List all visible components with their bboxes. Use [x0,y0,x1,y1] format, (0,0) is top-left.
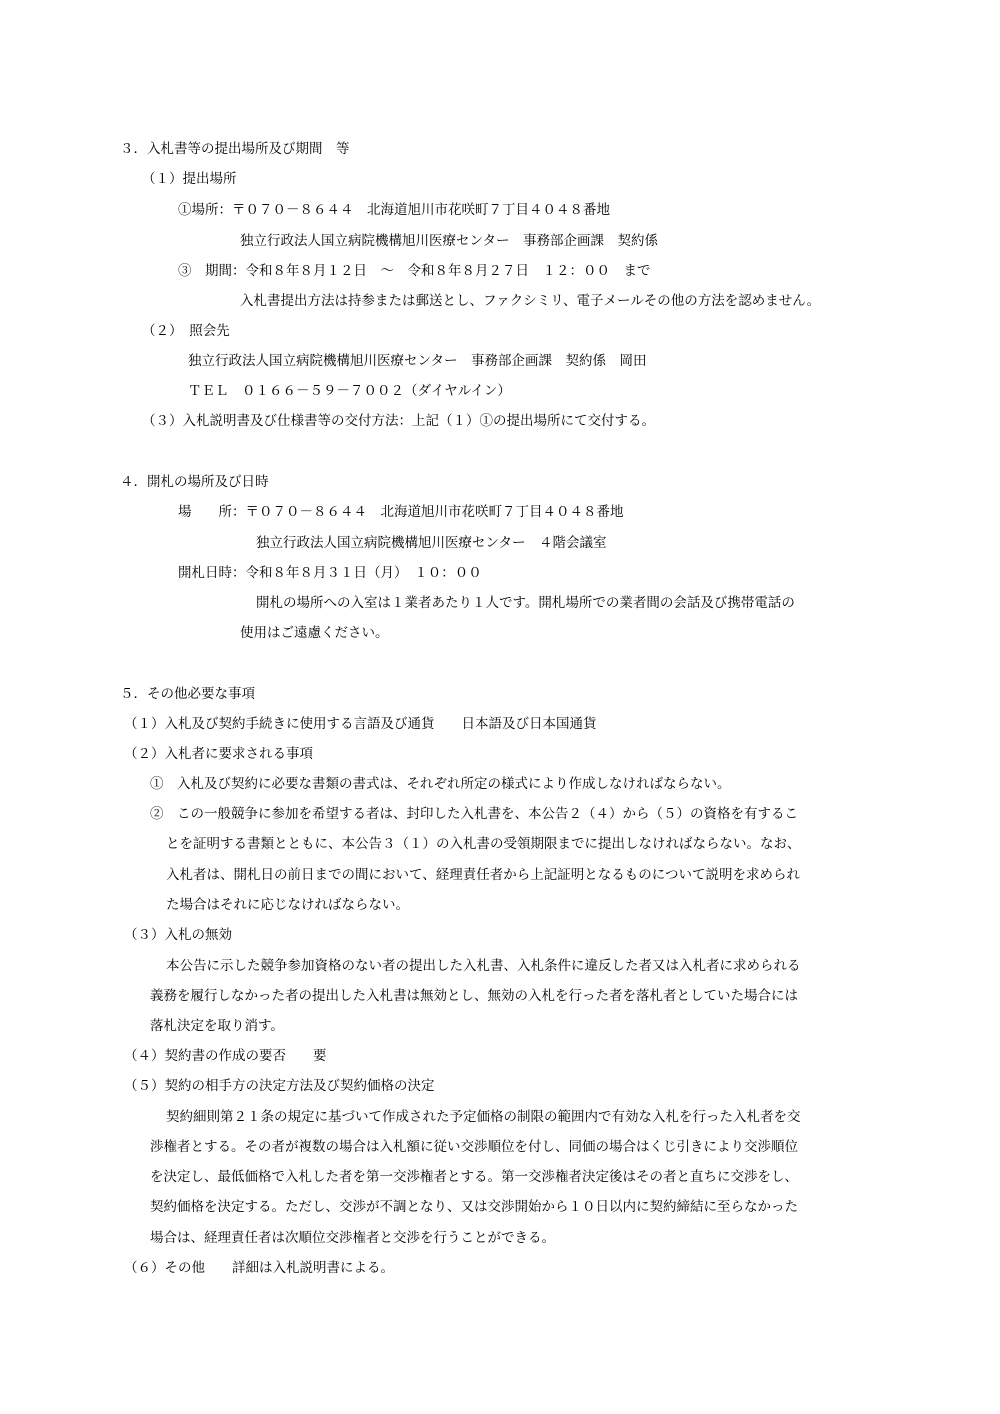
contract-decision-line5: 場合は、経理責任者は次順位交渉権者と交渉を行うことができる。 [150,1230,555,1246]
contract-decision-line4: 契約価格を決定する。ただし、交渉が不調となり、又は交渉開始から１０日以内に契約締結に至らなかった [150,1199,798,1215]
section5-item1: （１）入札及び契約手続きに使用する言語及び通貨 日本語及び日本国通貨 [124,716,597,732]
contact-line1: 独立行政法人国立病院機構旭川医療センター 事務部企画課 契約係 岡田 [188,353,647,369]
section3-heading: ３．入札書等の提出場所及び期間 等 [120,141,350,157]
submission-place-line2: 独立行政法人国立病院機構旭川医療センター 事務部企画課 契約係 [240,233,658,249]
section5-item3-label: （３）入札の無効 [124,927,232,943]
requirement-point1: ① 入札及び契約に必要な書類の書式は、それぞれ所定の様式により作成しなければならない。 [150,776,731,792]
section5-item6: （６）その他 詳細は入札説明書による。 [124,1260,394,1276]
opening-note-line2: 使用はご遠慮ください。 [240,625,389,641]
section5-item5-label: （５）契約の相手方の決定方法及び契約価格の決定 [124,1078,435,1094]
contact-phone-line: ＴＥＬ ０１６６－５９－７００２（ダイヤルイン） [188,383,511,399]
requirement-point2-line2: とを証明する書類とともに、本公告３（１）の入札書の受領期限までに提出しなければならない。なお、 [166,836,801,852]
submission-period-line: ③ 期間：令和８年８月１２日 ～ 令和８年８月２７日 １２：００ まで [178,263,651,279]
section5-item4: （４）契約書の作成の要否 要 [124,1048,327,1064]
invalid-bid-line1: 本公告に示した競争参加資格のない者の提出した入札書、入札条件に違反した者又は入札者に求められる [166,958,801,974]
requirement-point2-line3: 入札者は、開札日の前日までの間において、経理責任者から上記証明となるものについて説明を求められ [166,867,800,883]
opening-note-line1: 開札の場所への入室は１業者あたり１人です。開札場所での業者間の会話及び携帯電話の [256,595,795,611]
submission-method-line: 入札書提出方法は持参または郵送とし、ファクシミリ、電子メールその他の方法を認めません。 [240,293,821,309]
contract-decision-line2: 渉権者とする。その者が複数の場合は入札額に従い交渉順位を付し、同価の場合はくじ引きにより交渉順位 [150,1139,798,1155]
opening-place-line2: 独立行政法人国立病院機構旭川医療センター ４階会議室 [256,535,607,551]
submission-place-line1: ①場所：〒０７０－８６４４ 北海道旭川市花咲町７丁目４０４８番地 [178,202,610,218]
contract-decision-line3: を決定し、最低価格で入札した者を第一交渉権者とする。第一交渉権者決定後はその者と直ちに交渉をし、 [150,1169,798,1185]
section3-sub2-label: （２） 照会先 [142,323,230,339]
section3-sub1-label: （１）提出場所 [142,171,237,187]
invalid-bid-line3: 落札決定を取り消す。 [150,1018,284,1034]
requirement-point2-line4: た場合はそれに応じなければならない。 [166,897,409,913]
opening-place-line1: 場 所：〒０７０－８６４４ 北海道旭川市花咲町７丁目４０４８番地 [178,504,624,520]
section4-heading: ４．開札の場所及び日時 [120,474,269,490]
section5-heading: ５．その他必要な事項 [120,686,255,702]
opening-datetime-line: 開札日時：令和８年８月３１日（月） １０：００ [178,565,482,581]
section5-item2-label: （２）入札者に要求される事項 [124,746,313,762]
section3-sub3-text: （３）入札説明書及び仕様書等の交付方法：上記（１）①の提出場所にて交付する。 [142,413,655,429]
requirement-point2-line1: ② この一般競争に参加を希望する者は、封印した入札書を、本公告２（４）から（５）の資格を有するこ [150,806,798,822]
contract-decision-line1: 契約細則第２１条の規定に基づいて作成された予定価格の制限の範囲内で有効な入札を行った入札者を交 [166,1109,801,1125]
invalid-bid-line2: 義務を履行しなかった者の提出した入札書は無効とし、無効の入札を行った者を落札者としていた場合には [150,988,798,1004]
